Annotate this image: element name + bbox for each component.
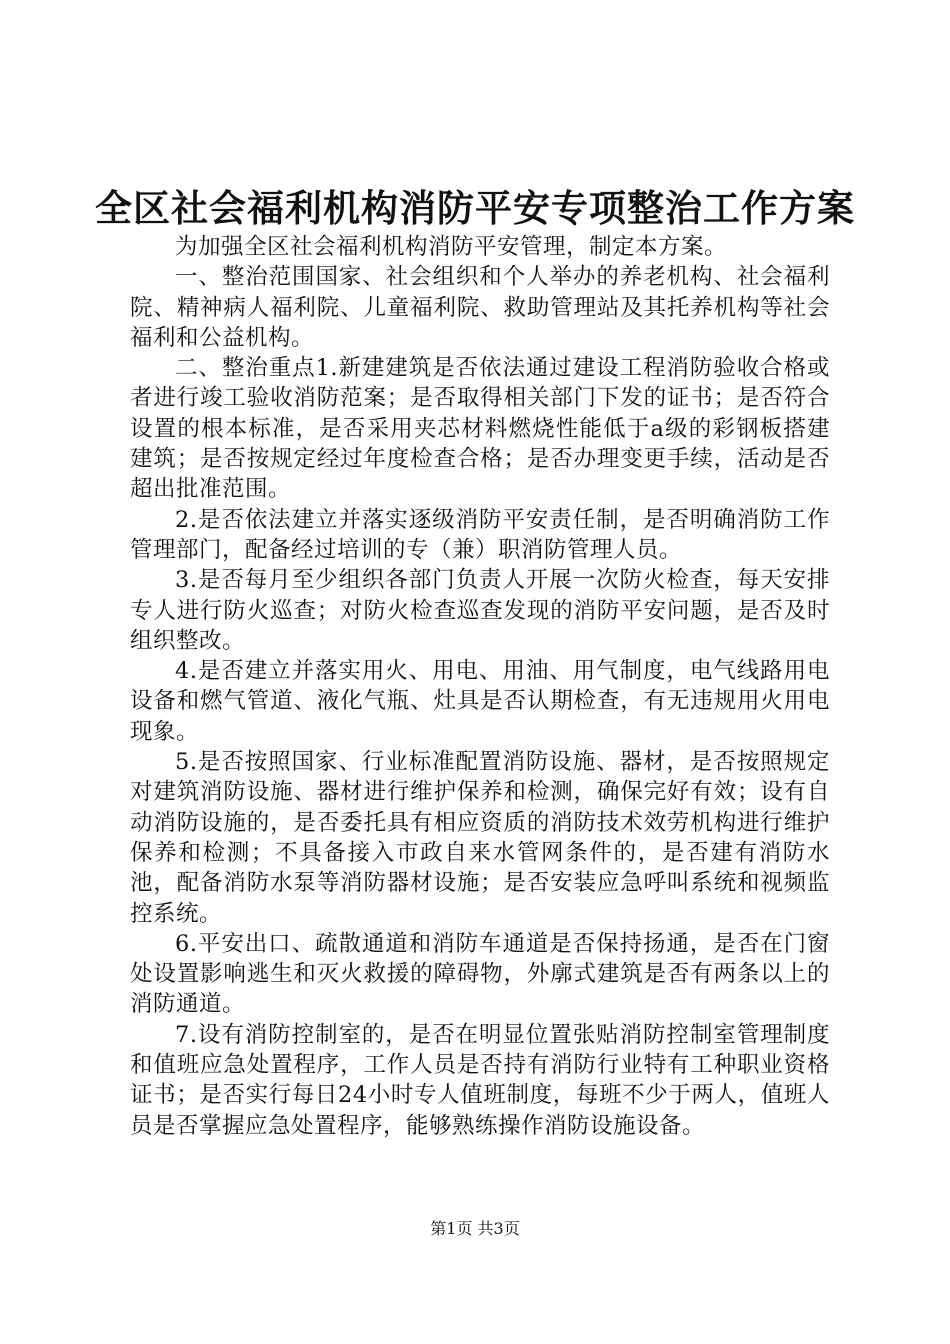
paragraph-key-point-1: 二、整治重点1.新建建筑是否依法通过建设工程消防验收合格或者进行竣工验收消防范案；是否取得相关部门下发的证书；是否符合设置的根本标准，是否采用夹芯材料燃烧性能低于a级的彩钢板搭建建筑；是否按规定经过年度检查合格；是否办理变更手续，活动是否超出批准范围。 — [130, 355, 830, 503]
paragraph-scope: 一、整治范围国家、社会组织和个人举办的养老机构、社会福利院、精神病人福利院、儿童福利院、救助管理站及其托养机构等社会福利和公益机构。 — [130, 264, 830, 351]
document-body — [130, 232, 830, 1141]
paragraph-key-point-5: 5.是否按照国家、行业标准配置消防设施、器材，是否按照规定对建筑消防设施、器材进行维护保养和检测，确保完好有效；设有自动消防设施的，是否委托具有相应资质的消防技术效劳机构进行维护保养和检测；不具备接入市政自来水管网条件的，是否建有消防水池，配备消防水泵等消防器材设施；是否安装应急呼叫系统和视频监控系统。 — [130, 749, 830, 927]
document-title: 全区社会福利机构消防平安专项整治工作方案 — [95, 186, 855, 230]
paragraph-key-point-3: 3.是否每月至少组织各部门负责人开展一次防火检查，每天安排专人进行防火巡查；对防火检查巡查发现的消防平安问题，是否及时组织整改。 — [130, 567, 830, 654]
paragraph-key-point-2: 2.是否依法建立并落实逐级消防平安责任制，是否明确消防工作管理部门，配备经过培训的专（兼）职消防管理人员。 — [130, 506, 830, 563]
paragraph-key-point-4: 4.是否建立并落实用火、用电、用油、用气制度，电气线路用电设备和燃气管道、液化气瓶、灶具是否认期检查，有无违规用火用电现象。 — [130, 658, 830, 745]
paragraph-intro: 为加强全区社会福利机构消防平安管理，制定本方案。 — [175, 234, 728, 260]
paragraph-key-point-7: 7.设有消防控制室的，是否在明显位置张贴消防控制室管理制度和值班应急处置程序，工作人员是否持有消防行业特有工种职业资格证书；是否实行每日24小时专人值班制度，每班不少于两人，值班人员是否掌握应急处置程序，能够熟练操作消防设施设备。 — [130, 1021, 830, 1139]
paragraph-key-point-6: 6.平安出口、疏散通道和消防车通道是否保持扬通，是否在门窗处设置影响逃生和灭火救援的障碍物，外廓式建筑是否有两条以上的消防通道。 — [130, 930, 830, 1018]
page-number-footer: 第1页 共3页 — [430, 1219, 520, 1238]
